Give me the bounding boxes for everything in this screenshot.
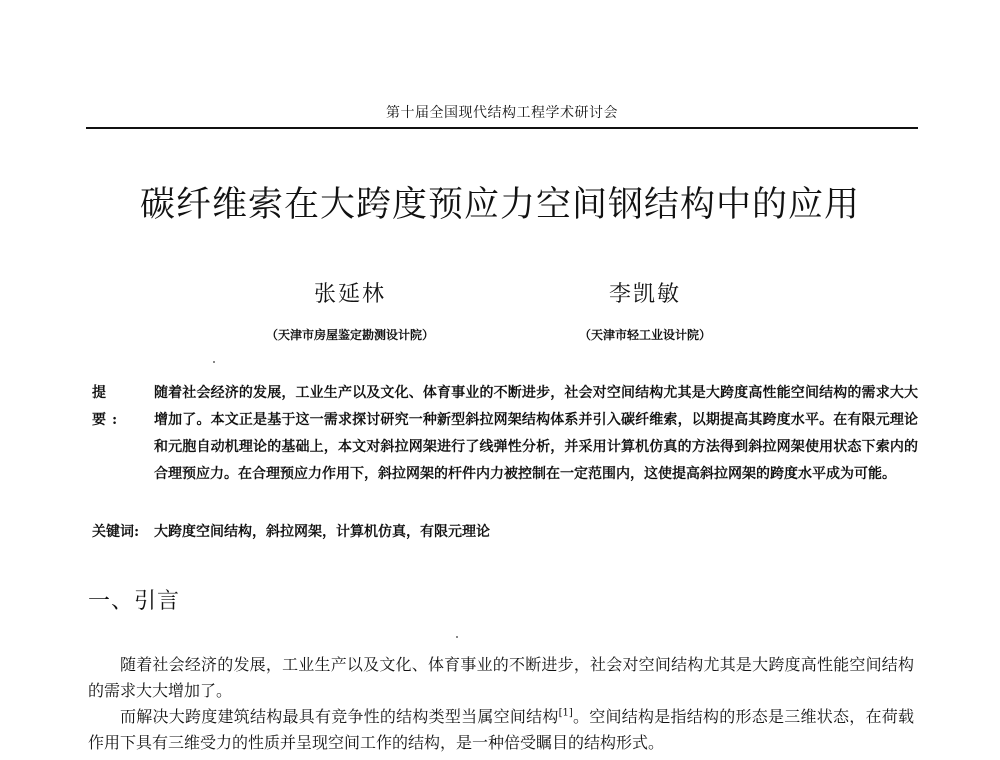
body-paragraph-2-text: 而解决大跨度建筑结构最具有竞争性的结构类型当属空间结构	[120, 707, 559, 726]
keywords-label: 关键词:	[92, 524, 140, 540]
abstract-text: 随着社会经济的发展，工业生产以及文化、体育事业的不断进步，社会对空间结构尤其是大跨度高性能空间结构的需求大大增加了。本文正是基于这一需求探讨研究一种新型斜拉网架结构体系并引入碳纤维索，以期提高其跨度水平。在有限元理论和元胞自动机理论的基础上，本文对斜拉网架进行了线弹性分析，并采用计算机仿真的方法得到斜拉网架使用状态下索内的合理预应力。在合理预应力作用下，斜拉网架的杆件内力被控制在一定范围内，这使提高斜拉网架的跨度水平成为可能。	[154, 385, 918, 482]
author-block-1	[200, 280, 500, 344]
body-paragraph-2-continuation: 。空间结构是指结构的形态是三维状态，在荷载作用下具有三维受力的性质并呈现空间工作的结构，是一种倍受瞩目的结构形式。	[88, 707, 914, 752]
scan-speck	[213, 361, 215, 363]
body-paragraph-2	[88, 704, 914, 756]
body-paragraph-1: 随着社会经济的发展，工业生产以及文化、体育事业的不断进步，社会对空间结构尤其是大跨度高性能空间结构的需求大大增加了。	[88, 655, 914, 700]
section-body	[88, 652, 914, 756]
author-block-2	[495, 280, 795, 344]
citation-marker: [1]	[558, 707, 573, 719]
abstract-label: 提 要:	[92, 385, 124, 428]
header-rule	[86, 127, 918, 129]
keywords-text: 大跨度空间结构，斜拉网架，计算机仿真，有限元理论	[154, 524, 490, 540]
section-heading: 一、引言	[88, 589, 181, 614]
author-name-2: 李凯敏	[608, 282, 681, 307]
author-name-1: 张延林	[313, 282, 386, 307]
abstract	[92, 380, 918, 488]
paper-title: 碳纤维索在大跨度预应力空间钢结构中的应用	[139, 185, 860, 225]
scan-speck	[456, 636, 458, 638]
running-header: 第十届全国现代结构工程学术研讨会	[386, 105, 618, 121]
keywords	[92, 520, 918, 544]
author-affiliation-2: （天津市轻工业设计院）	[578, 328, 711, 342]
author-affiliation-1: （天津市房屋鉴定勘测设计院）	[265, 328, 434, 342]
